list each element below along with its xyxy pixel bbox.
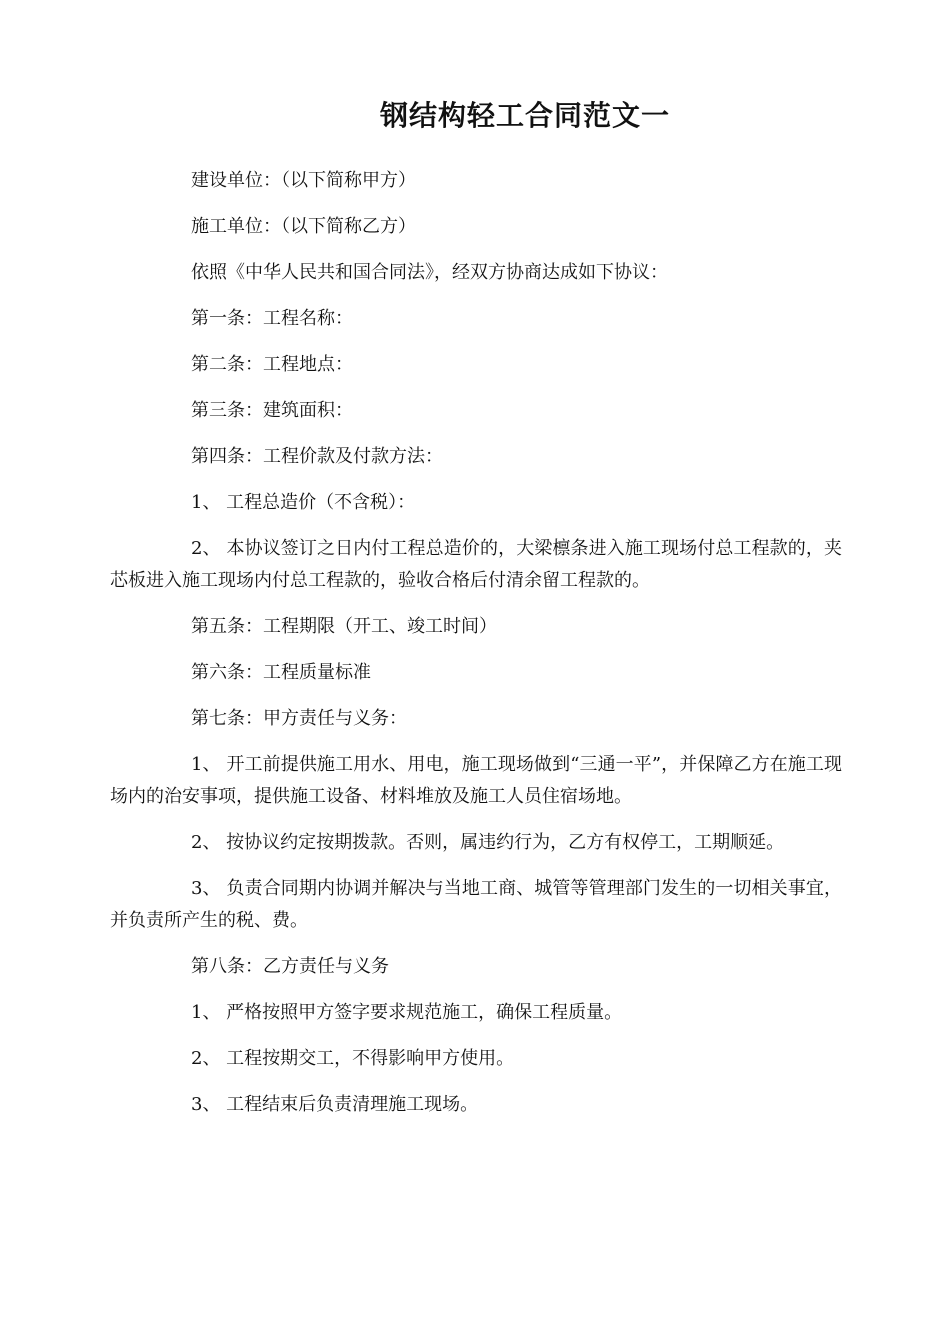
article-4: 第四条：工程价款及付款方法： [191,446,443,467]
article-8-item-1: 1、 严格按照甲方签字要求规范施工，确保工程质量。 [191,1002,623,1023]
article-8-item-2: 2、 工程按期交工，不得影响甲方使用。 [191,1048,515,1069]
article-2: 第二条：工程地点： [191,354,353,375]
article-3: 第三条：建筑面积： [191,400,353,421]
article-5: 第五条：工程期限（开工、竣工时间） [191,616,497,637]
document-title: 钢结构轻工合同范文一 [379,99,670,132]
article-6: 第六条：工程质量标准 [191,662,371,683]
paragraph-preamble: 依照《中华人民共和国合同法》，经双方协商达成如下协议： [191,262,668,283]
article-7-item-1: 1、 开工前提供施工用水、用电，施工现场做到“三通一平”，并保障乙方在施工现场内的治安事项，提供施工设备、材料堆放及施工人员住宿场地。 [110,754,842,807]
article-8: 第八条：乙方责任与义务 [191,956,389,977]
article-7-item-2: 2、 按协议约定按期拨款。否则，属违约行为，乙方有权停工，工期顺延。 [191,832,785,853]
article-7: 第七条：甲方责任与义务： [191,708,407,729]
article-8-item-3: 3、 工程结束后负责清理施工现场。 [191,1094,479,1115]
paragraph-party-a: 建设单位：（以下简称甲方） [191,170,416,191]
document-body [110,165,842,1135]
paragraph-party-b: 施工单位：（以下简称乙方） [191,216,416,237]
article-7-item-3: 3、 负责合同期内协调并解决与当地工商、城管等管理部门发生的一切相关事宜，并负责所产生的税、费。 [110,878,842,931]
article-4-item-1: 1、 工程总造价（不含税）： [191,492,416,513]
article-4-item-2: 2、 本协议签订之日内付工程总造价的，大梁檩条进入施工现场付总工程款的，夹芯板进入施工现场内付总工程款的，验收合格后付清余留工程款的。 [110,538,842,591]
article-1: 第一条：工程名称： [191,308,353,329]
